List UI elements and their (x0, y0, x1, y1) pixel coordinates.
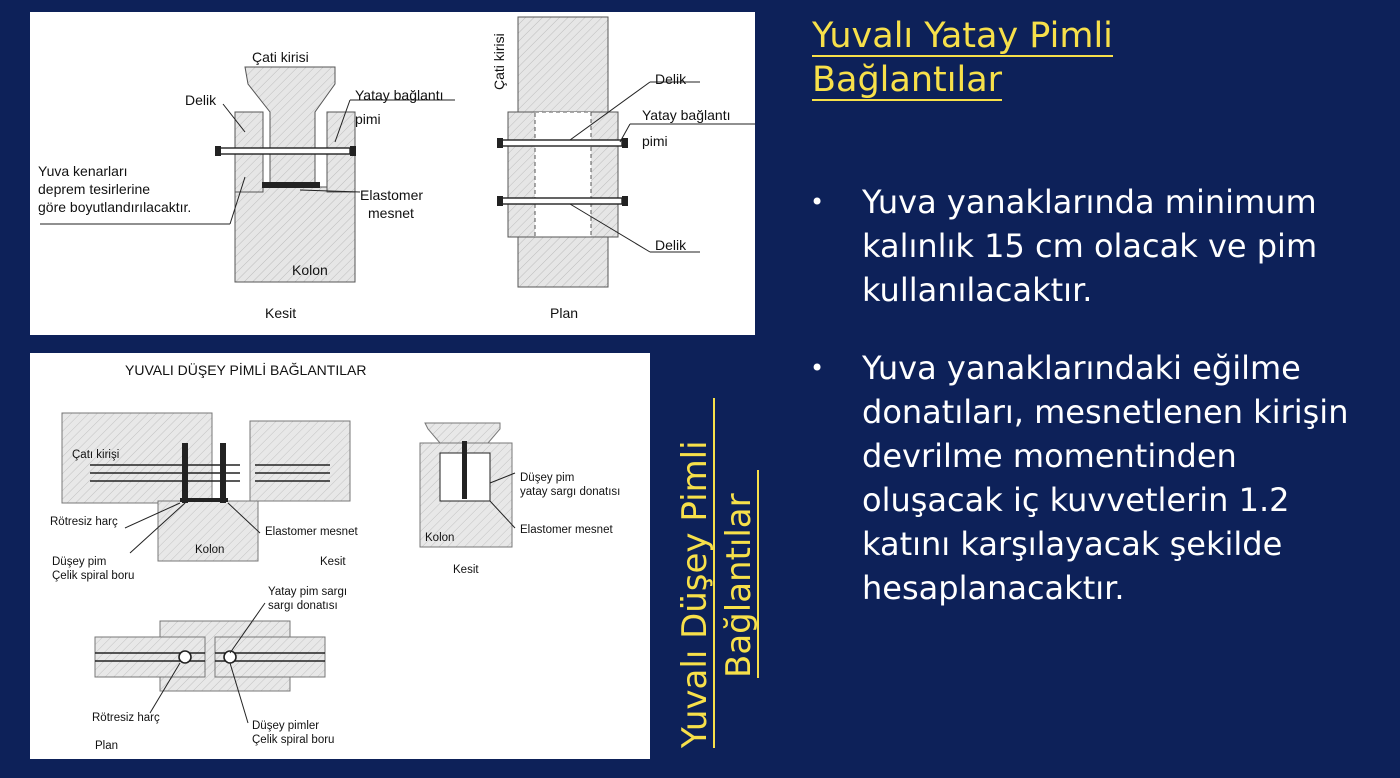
caption-kesit-top: Kesit (265, 305, 297, 321)
label-pimi-plan: pimi (642, 133, 668, 149)
bullet-item (810, 180, 1370, 312)
label-yuva-1: Yuva kenarları (38, 163, 128, 179)
label-elastomer: Elastomer (360, 187, 424, 203)
kesit-elastomer-pad (262, 182, 320, 188)
kesit1-pin-right (220, 443, 226, 503)
label-delik-kesit: Delik (185, 92, 217, 108)
label-kolon-kesit: Kolon (292, 262, 328, 278)
label-delik-plan-top: Delik (655, 71, 687, 87)
kesit1-pin-left (182, 443, 188, 503)
kesit2-pin (462, 441, 467, 499)
label-dusey-pim-b: Düşey pim (52, 556, 107, 568)
vertical-title-line1: Yuvalı Düşey Pimli (675, 440, 715, 748)
bullet-text: Yuva yanaklarında minimum kalınlık 15 cm olacak ve pim kullanılacaktır. (862, 183, 1318, 309)
label-dusey-pim-k2: Düşey pim (520, 472, 575, 484)
label-celik-spiral-plan: Çelik spiral boru (252, 734, 335, 746)
label-pimi-kesit: pimi (355, 111, 381, 127)
label-yatay-pim-2: sargı donatısı (268, 600, 338, 612)
label-cati-kirisi-kesit: Çati kirisi (252, 49, 309, 65)
slide-title (812, 14, 1372, 102)
kesit2-beam (425, 423, 500, 443)
label-celik-b: Çelik spiral boru (52, 570, 135, 582)
label-yatay-pim-1: Yatay pim sargı (268, 586, 348, 598)
label-rotresiz-plan: Rötresiz harç (92, 712, 160, 724)
label-rotresiz-b: Rötresiz harç (50, 516, 118, 528)
plan-column-top (518, 17, 608, 112)
plan-pin-left (179, 651, 191, 663)
horizontal-pin-diagram (30, 12, 755, 335)
label-elastomer-b: Elastomer mesnet (265, 526, 358, 538)
plan-column-bottom (518, 237, 608, 287)
vertical-slide-title (660, 360, 780, 760)
label-yuva-2: deprem tesirlerine (38, 181, 151, 197)
label-cati-kirisi-b: Çatı kirişi (72, 449, 120, 461)
kesit-pin (220, 148, 350, 154)
label-cati-kirisi-plan: Çati kirisi (491, 33, 507, 90)
bullet-dot: • (810, 354, 825, 382)
vertical-pin-diagram (30, 353, 650, 759)
label-yatay-baglanti-kesit: Yatay bağlantı (355, 87, 444, 103)
label-elastomer-k2: Elastomer mesnet (520, 524, 613, 536)
label-kolon-b: Kolon (195, 544, 225, 556)
plan-pin-top (502, 140, 622, 146)
plan-pin-bottom (502, 198, 622, 204)
label-kolon-k2: Kolon (425, 532, 455, 544)
vertical-pin-drawing (30, 353, 650, 759)
label-delik-plan-bottom: Delik (655, 237, 687, 253)
vertical-title-line2: Bağlantılar (719, 493, 759, 678)
horizontal-pin-drawing (30, 12, 755, 335)
bullet-text: Yuva yanaklarındaki eğilme donatıları, mesnetlenen kirişin devrilme momentinden oluşacak iç kuvvetlerin 1.2 katını karşılayacak şekilde hesaplanacaktır. (862, 349, 1349, 607)
bullet-item (810, 346, 1370, 610)
kesit1-beam-right (250, 421, 350, 501)
caption-plan-b: Plan (95, 740, 119, 752)
slide-title-line1: Yuvalı Yatay Pimli (812, 16, 1113, 56)
label-yuva-3: göre boyutlandırılacaktır. (38, 199, 192, 215)
label-yatay-sargi-k2: yatay sargı donatısı (520, 486, 621, 498)
bottom-figure-heading: YUVALI DÜŞEY PİMLİ BAĞLANTILAR (125, 362, 367, 378)
slide-title-line2: Bağlantılar (812, 60, 1003, 100)
bullet-list (810, 180, 1370, 644)
label-mesnet: mesnet (368, 205, 414, 221)
bullet-dot: • (810, 188, 825, 216)
caption-kesit-k2: Kesit (453, 564, 479, 576)
label-yatay-baglanti-plan: Yatay bağlantı (642, 107, 731, 123)
label-dusey-pimler: Düşey pimler (252, 720, 320, 732)
caption-plan-top: Plan (550, 305, 579, 321)
caption-kesit-b: Kesit (320, 556, 346, 568)
